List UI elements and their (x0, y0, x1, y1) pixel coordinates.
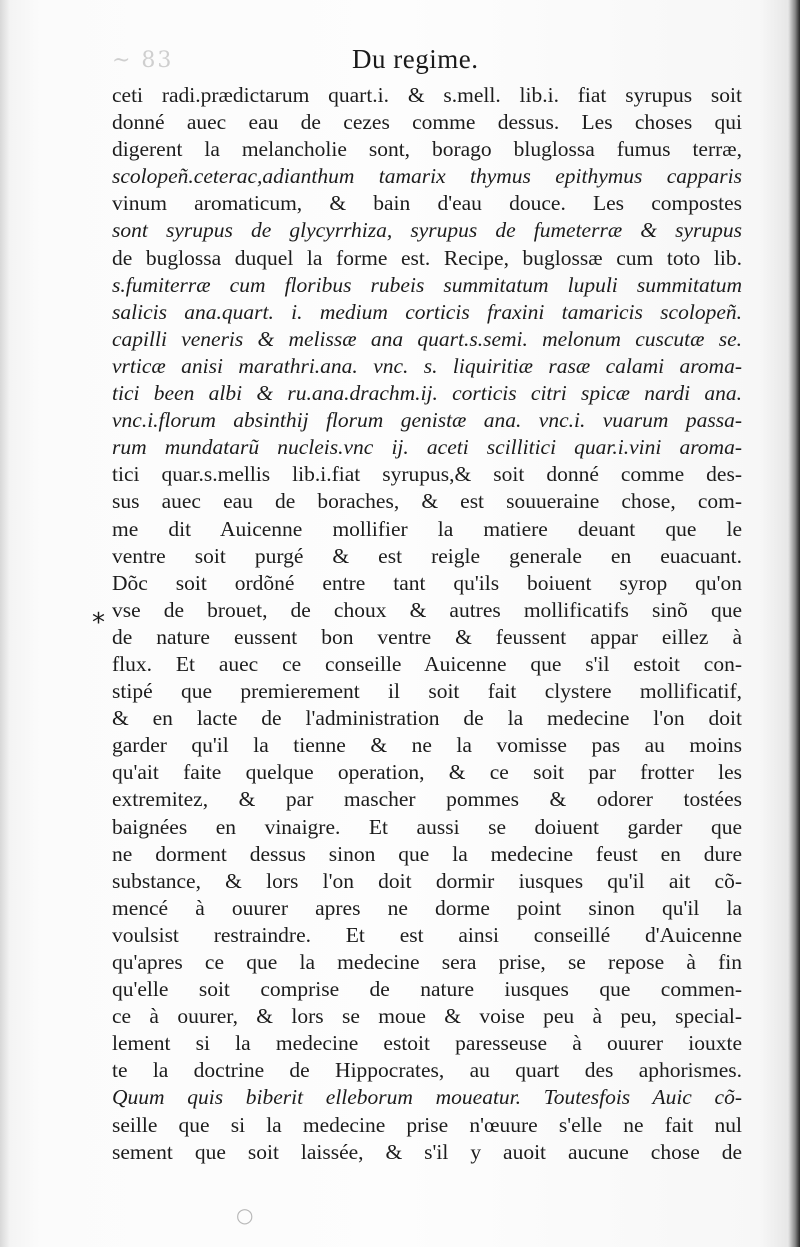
text-line: scolopeñ.ceterac,adianthum tamarix thymus epithymus capparis (112, 164, 742, 189)
text-line: vinum aromaticum, & bain d'eau douce. Les compostes (112, 191, 742, 216)
text-line: digerent la melancholie sont, borago bluglossa fumus terræ, (112, 137, 742, 162)
text-line: tici been albi & ru.ana.drachm.ij. corticis citri spicæ nardi ana. (112, 381, 742, 406)
text-line: s.fumiterræ cum floribus rubeis summitatum lupuli summitatum (112, 272, 742, 297)
text-line: sont syrupus de glycyrrhiza, syrupus de fumeterræ & syrupus (112, 218, 742, 243)
text-line: qu'ait faite quelque operation, & ce soit par frotter les (112, 760, 742, 785)
text-line: Dõc soit ordõné entre tant qu'ils boiuent syrop qu'on (112, 570, 742, 595)
text-line: vnc.i.florum absinthij florum genistæ ana. vnc.i. vuarum passa- (112, 408, 742, 433)
text-line: stipé que premierement il soit fait clystere mollificatif, (112, 679, 742, 704)
text-line: de buglossa duquel la forme est. Recipe, buglossæ cum toto lib. (112, 245, 742, 270)
text-line: rum mundatarũ nucleis.vnc ij. aceti scillitici quar.i.vini aroma- (112, 435, 742, 460)
text-line: voulsist restraindre. Et est ainsi conseillé d'Auicenne (112, 922, 742, 947)
text-line: qu'apres ce que la medecine sera prise, se repose à fin (112, 950, 742, 974)
text-line: de nature eussent bon ventre & feussent appar eillez à (112, 624, 742, 649)
text-line: capilli veneris & melissæ ana quart.s.semi. melonum cuscutæ se. (112, 326, 742, 351)
text-line: vrticæ anisi marathri.ana. vnc. s. liquiritiæ rasæ calami aroma- (112, 353, 742, 378)
text-line: ceti radi.prædictarum quart.i. & s.mell. lib.i. fiat syrupus soit (112, 83, 742, 107)
text-line: substance, & lors l'on doit dormir iusques qu'il ait cõ- (112, 868, 742, 893)
text-line: tici quar.s.mellis lib.i.fiat syrupus,& soit donné comme des- (112, 462, 742, 487)
text-line: ne dorment dessus sinon que la medecine feust en dure (112, 841, 742, 866)
text-line: ce à ouurer, & lors se moue & voise peu à peu, special- (112, 1004, 742, 1029)
body-text (112, 82, 742, 1166)
text-line: qu'elle soit comprise de nature iusques que commen- (112, 977, 742, 1002)
text-line: Quum quis biberit elleborum moueatur. Toutesfois Auic cõ- (112, 1085, 742, 1110)
text-line: te la doctrine de Hippocrates, au quart des aphorismes. (112, 1058, 742, 1083)
text-line: ventre soit purgé & est reigle generale en euacuant. (112, 543, 742, 568)
running-head: Du regime. (352, 44, 479, 74)
text-line: & en lacte de l'administration de la medecine l'on doit (112, 706, 742, 731)
text-line: donné auec eau de cezes comme dessus. Les choses qui (112, 110, 742, 135)
text-line: mencé à ouurer apres ne dorme point sinon qu'il la (112, 895, 742, 920)
text-line: baignées en vinaigre. Et aussi se doiuent garder que (112, 814, 742, 839)
margin-asterisk: * (92, 608, 105, 638)
text-line: extremitez, & par mascher pommes & odorer tostées (112, 787, 742, 812)
text-line: salicis ana.quart. i. medium corticis fraxini tamaricis scolopeñ. (112, 299, 742, 324)
bleed-through-mark: ~ 83 (112, 48, 174, 73)
text-line: sus auec eau de boraches, & est souueraine chose, com- (112, 489, 742, 514)
text-line: flux. Et auec ce conseille Auicenne que s'il estoit con- (112, 651, 742, 676)
text-line: sement que soit laissée, & s'il y auoit aucune chose de (112, 1139, 742, 1164)
bottom-ornament: ○ (236, 1203, 254, 1227)
text-line: garder qu'il la tienne & ne la vomisse pas au moins (112, 733, 742, 758)
text-line: seille que si la medecine prise n'œuure s'elle ne fait nul (112, 1112, 742, 1137)
text-line: lement si la medecine estoit paresseuse à ouurer iouxte (112, 1031, 742, 1056)
text-line: vse de brouet, de choux & autres mollificatifs sinõ que (112, 597, 742, 622)
text-line: me dit Auicenne mollifier la matiere deuant que le (112, 516, 742, 541)
page-gutter-shadow (788, 0, 800, 1247)
